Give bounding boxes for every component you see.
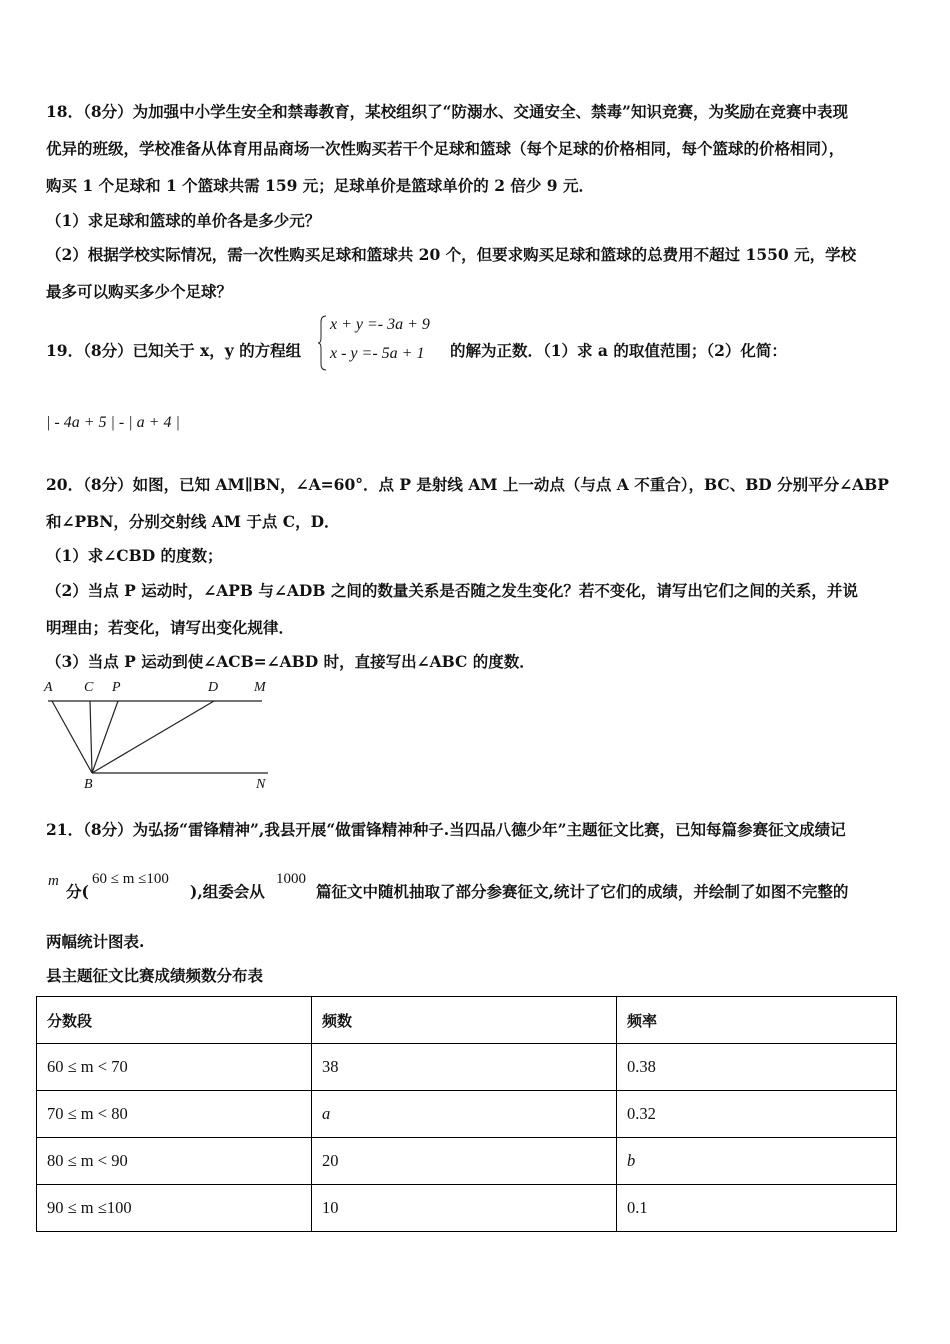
q21-mid: ),组委会从	[190, 882, 265, 901]
equation-2: x - y =- 5a + 1	[330, 345, 425, 362]
q21-line-3: 两幅统计图表.	[46, 932, 145, 951]
geometry-lines	[42, 680, 282, 798]
score-range: 60 ≤ m ≤100	[92, 871, 169, 887]
label-D: D	[208, 680, 219, 695]
cell-count: 20	[312, 1138, 617, 1185]
cell-range: 90 ≤ m ≤100	[37, 1185, 312, 1232]
cell-count: a	[312, 1091, 617, 1138]
segment-PB	[92, 701, 118, 773]
cell-count: 10	[312, 1185, 617, 1232]
equation-system	[318, 314, 448, 372]
geometry-figure	[42, 680, 282, 798]
label-P: P	[112, 680, 121, 695]
q20-sub-2a: （2）当点 P 运动时，∠APB 与∠ADB 之间的数量关系是否随之发生变化？若不变化，请写出它们之间的关系，并说	[46, 581, 858, 600]
segment-DB	[92, 701, 214, 773]
cell-rate: 0.1	[617, 1185, 897, 1232]
table-header-row	[37, 997, 897, 1044]
q21-fen: 分(	[66, 882, 89, 901]
header-score-range: 分数段	[37, 997, 312, 1044]
q18-sub-1: （1）求足球和篮球的单价各是多少元？	[46, 211, 321, 230]
q21-tail: 篇征文中随机抽取了部分参赛征文,统计了它们的成绩，并绘制了如图不完整的	[316, 882, 849, 901]
table-row	[37, 1091, 897, 1138]
q21-line-1: 21．（8分）为弘扬“雷锋精神”,我县开展“做雷锋精神种子.当四品八德少年”主题征文比赛，已知每篇参赛征文成绩记	[46, 820, 846, 839]
q20-sub-3: （3）当点 P 运动到使∠ACB=∠ABD 时，直接写出∠ABC 的度数．	[46, 652, 535, 671]
cell-rate: 0.38	[617, 1044, 897, 1091]
frequency-table	[36, 996, 897, 1232]
cell-rate: b	[617, 1138, 897, 1185]
q19-suffix: 的解为正数．（1）求 a 的取值范围；（2）化简：	[450, 341, 787, 360]
cell-rate: 0.32	[617, 1091, 897, 1138]
header-frequency-count: 频数	[312, 997, 617, 1044]
table-row	[37, 1185, 897, 1232]
q19-prefix: 19．（8分）已知关于 x，y 的方程组	[46, 341, 302, 360]
label-B: B	[84, 777, 93, 792]
q18-line-1: 18．（8分）为加强中小学生安全和禁毒教育，某校组织了“防溺水、交通安全、禁毒”知识竞赛，为奖励在竞赛中表现	[46, 102, 848, 121]
q18-sub-2a: （2）根据学校实际情况，需一次性购买足球和篮球共 20 个，但要求购买足球和篮球的总费用不超过 1550 元，学校	[46, 245, 857, 264]
table-title: 县主题征文比赛成绩频数分布表	[46, 966, 264, 985]
q20-line-1: 20．（8分）如图，已知 AM∥BN，∠A=60°．点 P 是射线 AM 上一动点（与点 A 不重合），BC、BD 分别平分∠ABP	[46, 475, 889, 494]
absolute-value-expression: | - 4a + 5 | - | a + 4 |	[46, 414, 180, 431]
label-N: N	[256, 777, 266, 792]
cell-range: 60 ≤ m < 70	[37, 1044, 312, 1091]
left-brace-icon	[318, 314, 328, 372]
label-M: M	[254, 680, 266, 695]
equation-1: x + y =- 3a + 9	[330, 316, 430, 333]
cell-count: 38	[312, 1044, 617, 1091]
total-count: 1000	[276, 871, 306, 887]
q18-line-2: 优异的班级，学校准备从体育用品商场一次性购买若干个足球和篮球（每个足球的价格相同，每个篮球的价格相同），	[46, 139, 845, 158]
segment-CB	[90, 701, 92, 773]
variable-m: m	[48, 873, 59, 889]
table-row	[37, 1138, 897, 1185]
label-C: C	[84, 680, 94, 695]
q18-sub-2b: 最多可以购买多少个足球？	[46, 282, 233, 301]
segment-AB	[52, 701, 92, 773]
cell-range: 80 ≤ m < 90	[37, 1138, 312, 1185]
q20-line-2: 和∠PBN，分别交射线 AM 于点 C，D．	[46, 512, 340, 531]
q20-sub-1: （1）求∠CBD 的度数；	[46, 546, 223, 565]
q18-line-3: 购买 1 个足球和 1 个篮球共需 159 元；足球单价是篮球单价的 2 倍少 9 元．	[46, 176, 594, 195]
header-frequency-rate: 频率	[617, 997, 897, 1044]
q20-sub-2b: 明理由；若变化，请写出变化规律．	[46, 618, 295, 637]
table-row	[37, 1044, 897, 1091]
label-A: A	[44, 680, 53, 695]
cell-range: 70 ≤ m < 80	[37, 1091, 312, 1138]
